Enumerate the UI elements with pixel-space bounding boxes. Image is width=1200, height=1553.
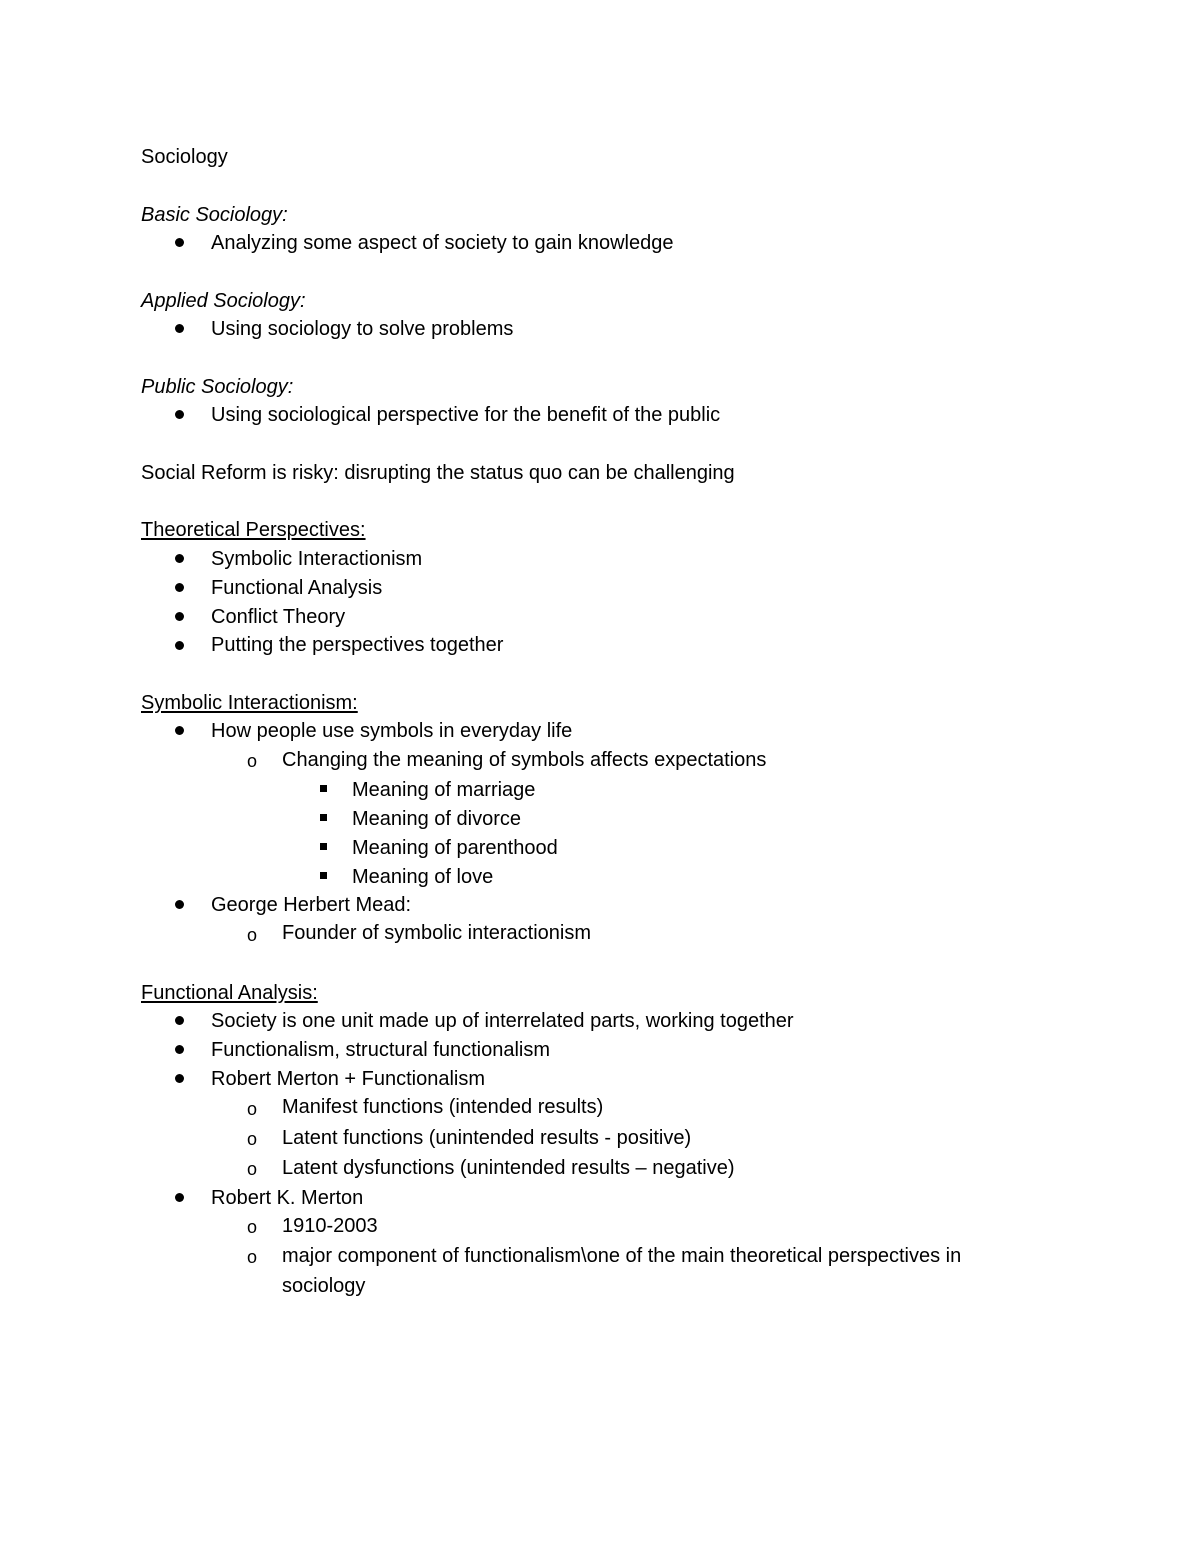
list-item: 1910-2003 [282, 1215, 378, 1237]
bullet-icon [175, 726, 184, 735]
circle-bullet-icon: o [247, 1217, 258, 1237]
circle-bullet-icon: o [247, 1159, 258, 1179]
bullet-icon [175, 238, 184, 247]
bullet-icon [175, 1193, 184, 1202]
list-item: Meaning of marriage [352, 779, 536, 801]
applied-sociology-heading: Applied Sociology: [141, 290, 306, 312]
basic-sociology-heading: Basic Sociology: [141, 204, 288, 226]
list-item: Conflict Theory [211, 606, 346, 628]
list-item: Using sociological perspective for the benefit of the public [211, 404, 721, 426]
list-item: Manifest functions (intended results) [282, 1096, 604, 1118]
bullet-icon [175, 612, 184, 621]
symbolic-interactionism-heading: Symbolic Interactionism: [141, 692, 358, 714]
square-bullet-icon [320, 785, 327, 792]
bullet-icon [175, 410, 184, 419]
circle-bullet-icon: o [247, 925, 258, 945]
bullet-icon [175, 1045, 184, 1054]
social-reform-text: Social Reform is risky: disrupting the status quo can be challenging [141, 462, 735, 484]
bullet-icon [175, 1074, 184, 1083]
bullet-icon [175, 554, 184, 563]
list-item: Using sociology to solve problems [211, 318, 514, 340]
circle-bullet-icon: o [247, 1099, 258, 1119]
list-item: Latent dysfunctions (unintended results – negative) [282, 1157, 735, 1179]
bullet-icon [175, 583, 184, 592]
list-item: Symbolic Interactionism [211, 548, 423, 570]
list-item: Functional Analysis [211, 577, 383, 599]
square-bullet-icon [320, 872, 327, 879]
bullet-icon [175, 900, 184, 909]
circle-bullet-icon: o [247, 1129, 258, 1149]
list-item: Robert K. Merton [211, 1187, 364, 1209]
circle-bullet-icon: o [247, 1247, 258, 1267]
bullet-icon [175, 641, 184, 650]
document-title: Sociology [141, 146, 228, 168]
list-item: Latent functions (unintended results - positive) [282, 1127, 692, 1149]
functional-analysis-heading: Functional Analysis: [141, 982, 318, 1004]
list-item: Meaning of love [352, 866, 494, 888]
bullet-icon [175, 1016, 184, 1025]
public-sociology-heading: Public Sociology: [141, 376, 294, 398]
list-item: Functionalism, structural functionalism [211, 1039, 551, 1061]
list-item: Meaning of divorce [352, 808, 521, 830]
list-item: How people use symbols in everyday life [211, 720, 573, 742]
list-item: Analyzing some aspect of society to gain knowledge [211, 232, 674, 254]
list-item-continuation: sociology [282, 1275, 366, 1297]
theoretical-perspectives-heading: Theoretical Perspectives: [141, 519, 366, 541]
list-item: Society is one unit made up of interrelated parts, working together [211, 1010, 794, 1032]
list-item: Putting the perspectives together [211, 634, 504, 656]
list-item: Changing the meaning of symbols affects expectations [282, 749, 767, 771]
list-item: Meaning of parenthood [352, 837, 558, 859]
list-item: Founder of symbolic interactionism [282, 922, 592, 944]
bullet-icon [175, 324, 184, 333]
list-item: major component of functionalism\one of the main theoretical perspectives in [282, 1245, 962, 1267]
list-item: George Herbert Mead: [211, 894, 412, 916]
square-bullet-icon [320, 843, 327, 850]
square-bullet-icon [320, 814, 327, 821]
circle-bullet-icon: o [247, 751, 258, 771]
list-item: Robert Merton + Functionalism [211, 1068, 486, 1090]
